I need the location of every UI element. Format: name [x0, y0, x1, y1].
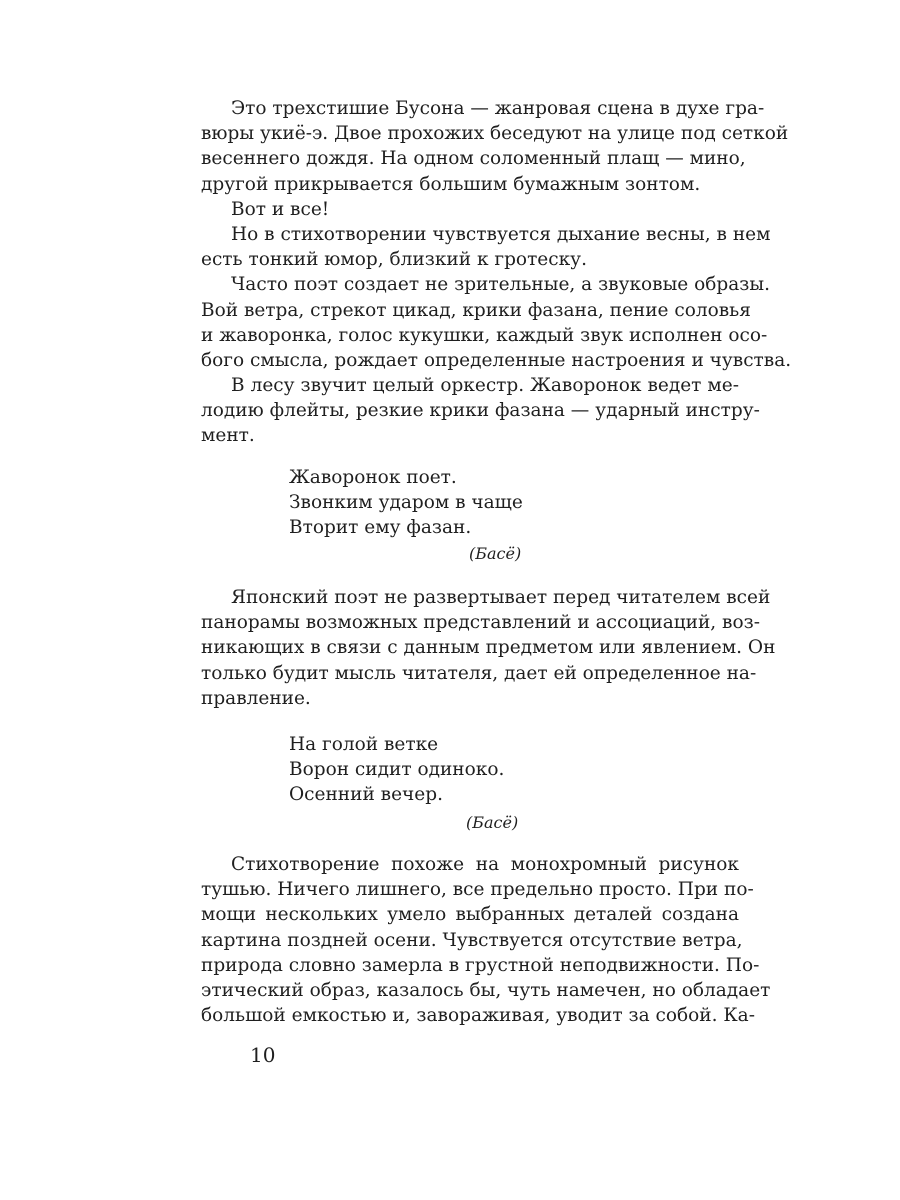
text-line: В лесу звучит целый оркестр. Жаворонок ведет ме-	[231, 375, 739, 397]
text-line: Но в стихотворении чувствуется дыхание весны, в нем	[231, 223, 771, 245]
text-line: вюры укиё-э. Двое прохожих беседуют на улице под сеткой	[201, 123, 789, 145]
text-line: панорамы возможных представлений и ассоциаций, воз-	[201, 612, 760, 634]
text-block-1	[201, 96, 792, 449]
text-line: другой прикрывается большим бумажным зонтом.	[201, 173, 701, 195]
text-line: правление.	[201, 687, 311, 709]
text-line: бого смысла, рождает определенные настроения и чувства.	[201, 349, 792, 371]
text-line: никающих в связи с данным предметом или явлением. Он	[201, 637, 776, 659]
text-line: Это трехстишие Бусона — жанровая сцена в духе гра-	[231, 98, 765, 119]
page-number: 10	[250, 1043, 276, 1067]
text-line: мент.	[201, 425, 255, 447]
text-line: тушью. Ничего лишнего, все предельно просто. При по-	[201, 879, 754, 901]
haiku-attribution-2: (Басё)	[466, 813, 519, 832]
haiku-line: Жаворонок поет.	[289, 467, 457, 488]
haiku-line: Осенний вечер.	[289, 784, 443, 805]
text-line: Вот и все!	[231, 198, 330, 220]
text-line: только будит мысль читателя, дает ей определенное на-	[201, 662, 757, 684]
haiku-line: Звонким ударом в чаще	[289, 492, 523, 513]
text-block-3	[201, 852, 771, 1028]
text-line: лодию флейты, резкие крики фазана — ударный инстру-	[201, 400, 760, 422]
text-line: есть тонкий юмор, близкий к гротеску.	[201, 249, 587, 271]
haiku-2	[289, 732, 504, 807]
haiku-1	[289, 465, 523, 540]
text-line: мощи нескольких умело выбранных деталей создана	[201, 904, 739, 926]
text-line: Часто поэт создает не зрительные, а звуковые образы.	[231, 274, 770, 296]
text-line: картина поздней осени. Чувствуется отсутствие ветра,	[201, 929, 743, 951]
text-block-2	[201, 585, 776, 711]
haiku-line: Ворон сидит одиноко.	[289, 759, 505, 780]
haiku-attribution-1: (Басё)	[469, 544, 522, 563]
text-line: весеннего дождя. На одном соломенный плащ — мино,	[201, 148, 746, 170]
text-line: и жаворонка, голос кукушки, каждый звук исполнен осо-	[201, 324, 768, 346]
text-line: Вой ветра, стрекот цикад, крики фазана, пение соловья	[201, 299, 751, 321]
haiku-line: Вторит ему фазан.	[289, 517, 472, 538]
text-line: Стихотворение похоже на монохромный рисунок	[231, 854, 739, 875]
text-line: большой емкостью и, завораживая, уводит за собой. Ка-	[201, 1005, 755, 1027]
text-line: этический образ, казалось бы, чуть намечен, но обладает	[201, 979, 771, 1001]
text-line: Японский поэт не развертывает перед читателем всей	[231, 587, 771, 608]
text-line: природа словно замерла в грустной неподвижности. По-	[201, 954, 760, 976]
haiku-line: На голой ветке	[289, 734, 439, 755]
